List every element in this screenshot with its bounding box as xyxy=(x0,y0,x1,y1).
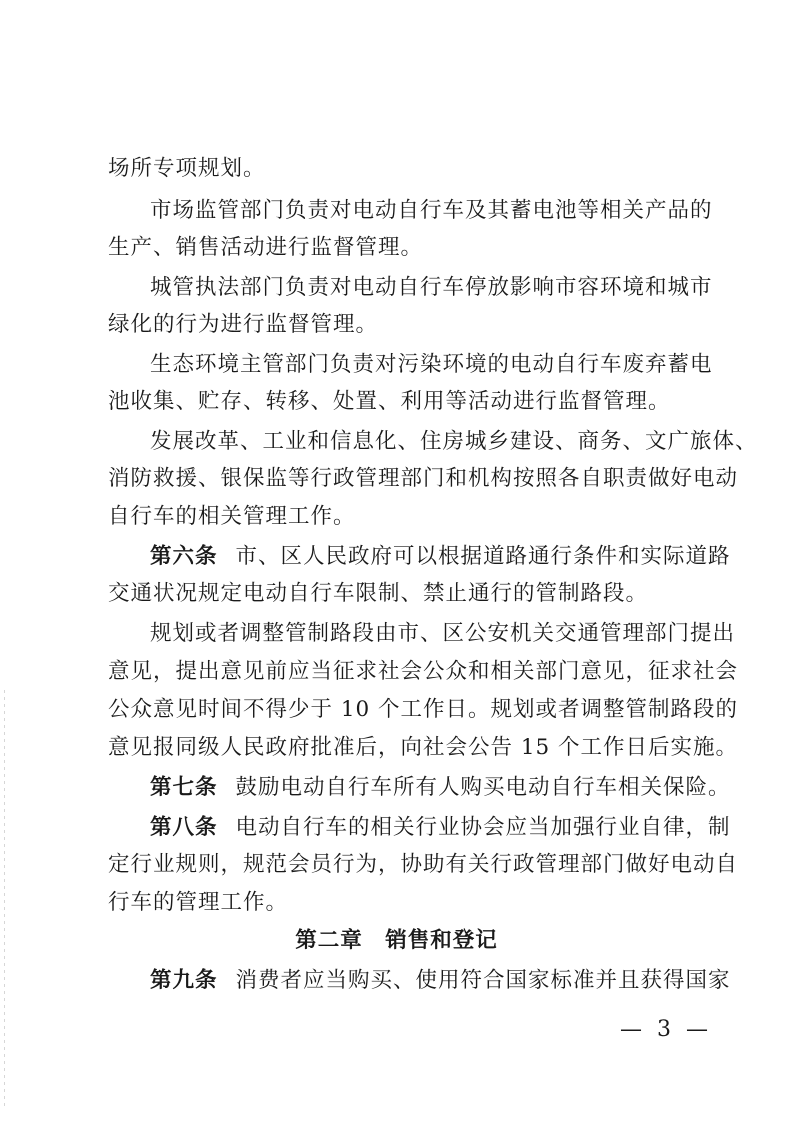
paragraph-line: 行车的管理工作。 xyxy=(108,890,289,915)
page-number: — 3 — xyxy=(620,1017,712,1042)
paragraph-line: 场所专项规划。 xyxy=(108,156,266,181)
paragraph-line: 自行车的相关管理工作。 xyxy=(108,504,356,529)
chapter-heading: 第二章 销售和登记 xyxy=(295,928,498,953)
paragraph-line: 消防救援、银保监等行政管理部门和机构按照各自职责做好电动 xyxy=(108,466,739,491)
paragraph-line: 发展改革、工业和信息化、住房城乡建设、商务、文广旅体、 xyxy=(150,429,758,454)
article-8-line: 第八条 电动自行车的相关行业协会应当加强行业自律，制 xyxy=(150,815,731,840)
paragraph-line: 公众意见时间不得少于 10 个工作日。规划或者调整管制路段的 xyxy=(108,697,739,722)
scan-margin-artifact xyxy=(4,690,5,1110)
paragraph-line: 生态环境主管部门负责对污染环境的电动自行车废弃蓄电 xyxy=(150,352,713,377)
paragraph-line: 定行业规则，规范会员行为，协助有关行政管理部门做好电动自 xyxy=(108,852,739,877)
paragraph-line: 规划或者调整管制路段由市、区公安机关交通管理部门提出 xyxy=(150,621,736,646)
paragraph-line: 生产、销售活动进行监督管理。 xyxy=(108,235,424,260)
article-6-label: 第六条 xyxy=(150,544,218,569)
article-6-line: 第六条 市、区人民政府可以根据道路通行条件和实际道路 xyxy=(150,544,731,569)
article-9-line: 第九条 消费者应当购买、使用符合国家标准并且获得国家 xyxy=(150,968,731,993)
paragraph-line: 意见，提出意见前应当征求社会公众和相关部门意见，征求社会 xyxy=(108,659,739,684)
article-7-label: 第七条 xyxy=(150,775,218,800)
paragraph-line: 池收集、贮存、转移、处置、利用等活动进行监督管理。 xyxy=(108,389,671,414)
paragraph-line: 城管执法部门负责对电动自行车停放影响市容环境和城市 xyxy=(150,275,713,300)
paragraph-line: 交通状况规定电动自行车限制、禁止通行的管制路段。 xyxy=(108,581,649,606)
article-9-label: 第九条 xyxy=(150,968,218,993)
paragraph-line: 绿化的行为进行监督管理。 xyxy=(108,312,379,337)
paragraph-line: 意见报同级人民政府批准后，向社会公告 15 个工作日后实施。 xyxy=(108,735,739,760)
paragraph-line: 市场监管部门负责对电动自行车及其蓄电池等相关产品的 xyxy=(150,198,713,223)
article-7-line: 第七条 鼓励电动自行车所有人购买电动自行车相关保险。 xyxy=(150,775,731,800)
article-8-label: 第八条 xyxy=(150,815,218,840)
